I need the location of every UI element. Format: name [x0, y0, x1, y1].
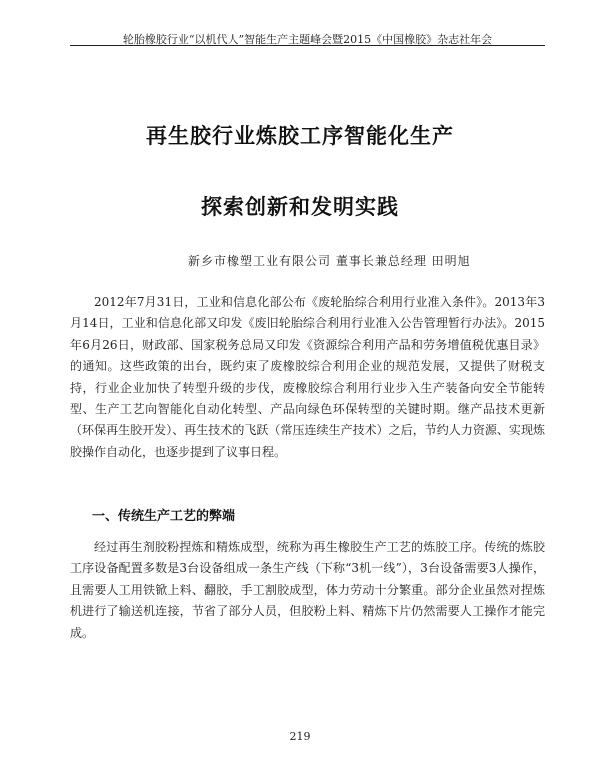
running-header: 轮胎橡胶行业“以机代人”智能生产主题峰会暨2015《中国橡胶》杂志社年会	[122, 33, 493, 46]
paragraph-intro: 2012年7月31日，工业和信息化部公布《废轮胎综合利用行业准入条件》。2013年3月14日，工业和信息化部又印发《废旧轮胎综合利用行业准入公告管理暂行办法》。2015年6月26日，财政部、国家税务总局又印发《资源综合利用产品和劳务增值税优惠目录》的通知。这些政策的出台，既约束了废橡胶综合利用企业的规范发展，又提供了财税支持，行业企业加快了转型升级的步伐，废橡胶综合利用行业步入生产装备向安全节能转型、生产工艺向智能化自动化转型、产品向绿色环保转型的关键时期。继产品技术更新（环保再生胶开发）、再生技术的飞跃（常压连续生产技术）之后，节约人力资源、实现炼胶操作自动化，也逐步提到了议事日程。	[70, 295, 545, 459]
section-heading: 一、传统生产工艺的弊端	[92, 509, 236, 524]
page-number: 219	[289, 730, 311, 743]
author-line: 新乡市橡塑工业有限公司 董事长兼总经理 田明旭	[188, 254, 471, 268]
header-rule	[70, 45, 545, 46]
article-title-line1: 再生胶行业炼胶工序智能化生产	[146, 124, 454, 148]
paragraph-traditional-process: 经过再生剂胶粉捏炼和精炼成型，统称为再生橡胶生产工艺的炼胶工序。传统的炼胶工序设备配置多数是3台设备组成一条生产线（下称“3机一线”），3台设备需要3人操作，且需要人工用铁锨上料、翻胶，手工割胶成型，体力劳动十分繁重。部分企业虽然对捏炼机进行了输送机连接，节省了部分人员，但胶粉上料、精炼下片仍然需要人工操作才能完成。	[70, 540, 545, 640]
article-title-line2: 探索创新和发明实践	[201, 195, 399, 219]
